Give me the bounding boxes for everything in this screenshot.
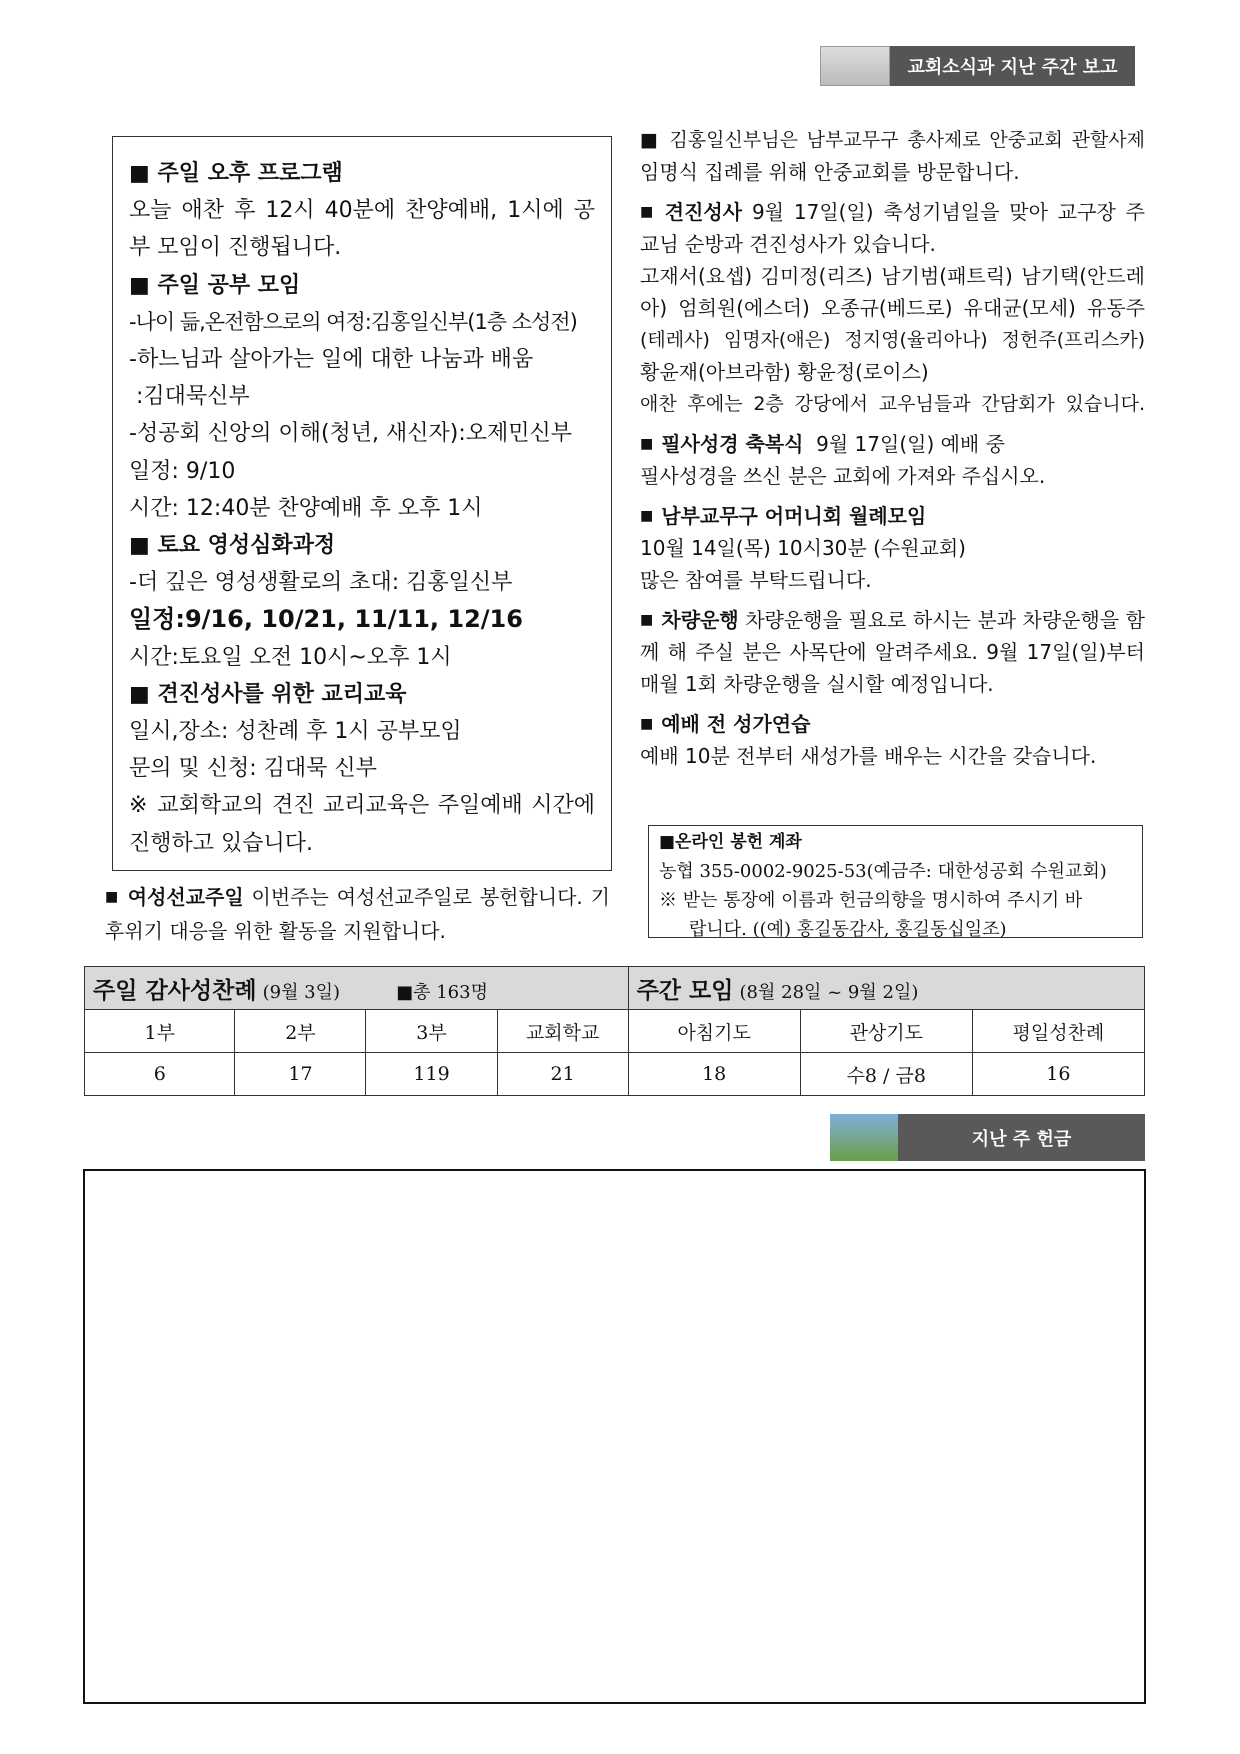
line: 일정:9/16, 10/21, 11/11, 12/16 <box>129 605 523 634</box>
weekly-header <box>628 967 1144 1010</box>
sunday-header <box>85 967 629 1010</box>
line: 황윤재(아브라함) 황윤정(로이스) <box>640 360 929 384</box>
account-number: 농협 355-0002-9025-53(예금주: 대한성공회 수원교회) <box>659 861 1107 882</box>
table-header-cell: 2부 <box>235 1010 366 1053</box>
account-note: 랍니다. ((예) 홍길동감사, 홍길동십일조) <box>689 919 1007 940</box>
line: 일시,장소: 성찬례 후 1시 공부모임 <box>129 719 462 745</box>
line: ※ 교회학교의 견진 교리교육은 주일예배 시간에 <box>129 793 595 819</box>
bullet: ■ <box>640 716 654 732</box>
line: ■ 김홍일신부님은 남부교무구 총사제로 안중교회 관할사제 <box>640 129 1145 151</box>
womens-mission-note <box>105 880 610 948</box>
table-header-cell: 관상기도 <box>800 1010 972 1053</box>
sunday-total: ■총 163명 <box>396 981 488 1003</box>
line: ■ 견진성사를 위한 교리교육 <box>129 681 407 707</box>
line: 문의 및 신청: 김대묵 신부 <box>129 756 377 782</box>
table-cell: 21 <box>497 1053 628 1096</box>
line: 부 모임이 진행됩니다. <box>129 235 342 261</box>
bullet: ■ <box>640 436 654 452</box>
section-title: 차량운행 <box>661 608 739 632</box>
table-cell: 18 <box>628 1053 800 1096</box>
church-building-icon <box>820 46 890 86</box>
table-cell: 16 <box>972 1053 1144 1096</box>
page-title: 교회소식과 지난 주간 보고 <box>890 46 1135 86</box>
table-row <box>85 1010 1145 1053</box>
line: 진행하고 있습니다. <box>129 830 314 856</box>
note-text: 후위기 대응을 위한 활동을 지원합니다. <box>105 919 446 943</box>
line: 시간:토요일 오전 10시~오후 1시 <box>129 644 452 670</box>
section-title: 필사성경 축복식 <box>661 432 804 456</box>
table-header-cell: 평일성찬례 <box>972 1010 1144 1053</box>
section-title: 남부교무구 어머니회 월례모임 <box>661 504 927 528</box>
bullet: ■ <box>640 204 657 220</box>
line: -나이 듦,온전함으로의 여정:김홍일신부(1층 소성전) <box>129 309 577 334</box>
line: ■ 토요 영성심화과정 <box>129 533 336 559</box>
news-column <box>640 124 1145 772</box>
line: 필사성경을 쓰신 분은 교회에 가져와 주십시오. <box>640 464 1046 488</box>
table-cell: 119 <box>366 1053 497 1096</box>
table-cell: 17 <box>235 1053 366 1096</box>
line: -성공회 신앙의 이해(청년, 새신자):오제민신부 <box>129 421 573 447</box>
line: 예배 10분 전부터 새성가를 배우는 시간을 갖습니다. <box>640 744 1097 768</box>
line: -더 깊은 영성생활로의 초대: 김홍일신부 <box>129 570 513 596</box>
line: 차량운행을 필요로 하시는 분과 차량운행을 함 <box>738 608 1145 632</box>
table-header-cell: 1부 <box>85 1010 235 1053</box>
line: 일정: 9/10 <box>129 458 236 484</box>
sunday-date: (9월 3일) <box>262 981 341 1003</box>
line: 많은 참여를 부탁드립니다. <box>640 568 872 592</box>
line: 고재서(요셉) 김미정(리즈) 남기범(패트릭) 남기택(안드레 <box>640 264 1145 288</box>
line: (테레사) 임명자(애은) 정지영(율리아나) 정헌주(프리스카) <box>640 329 1145 351</box>
hands-heart-icon <box>830 1114 898 1161</box>
offering-title: 지난 주 헌금 <box>898 1114 1145 1161</box>
bullet: ■ <box>105 889 120 905</box>
line: 임명식 집례를 위해 안중교회를 방문합니다. <box>640 160 1020 184</box>
line: 9월 17일(일) 축성기념일을 맞아 교구장 주 <box>742 200 1145 224</box>
table-cell: 수8 / 금8 <box>800 1053 972 1096</box>
section-title: 견진성사 <box>664 200 743 224</box>
online-offering-account-box <box>648 825 1143 938</box>
account-note: ※ 받는 통장에 이름과 헌금의향을 명시하여 주시기 바 <box>659 890 1083 911</box>
line: :김대묵신부 <box>129 384 250 410</box>
bullet: ■ <box>640 508 654 524</box>
line: 아) 엄희원(에스더) 오종규(베드로) 유대균(모세) 유동주 <box>640 296 1145 320</box>
section-title: 예배 전 성가연습 <box>661 712 811 736</box>
weekly-title: 주간 모임 <box>636 977 734 1004</box>
weekly-date: (8월 28일 ~ 9월 2일) <box>739 981 919 1003</box>
line: 교님 순방과 견진성사가 있습니다. <box>640 232 936 256</box>
table-header-cell: 아침기도 <box>628 1010 800 1053</box>
account-title: ■온라인 봉헌 계좌 <box>659 832 802 852</box>
table-header-cell: 3부 <box>366 1010 497 1053</box>
line: 애찬 후에는 2층 강당에서 교우님들과 간담회가 있습니다. <box>640 393 1145 415</box>
note-title: 여성선교주일 <box>127 885 244 909</box>
line: ■ 주일 공부 모임 <box>129 272 301 298</box>
table-row <box>85 1053 1145 1096</box>
line: 10월 14일(목) 10시30분 (수원교회) <box>640 536 966 560</box>
sunday-title: 주일 감사성찬례 <box>93 977 257 1004</box>
line: 오늘 애찬 후 12시 40분에 찬양예배, 1시에 공 <box>129 198 595 224</box>
line: 9월 17일(일) 예배 중 <box>803 432 1005 456</box>
line: 매월 1회 차량운행을 실시할 예정입니다. <box>640 672 994 696</box>
table-header-cell: 교회학교 <box>497 1010 628 1053</box>
sunday-program-box <box>112 136 612 871</box>
line: 께 해 주실 분은 사목단에 알려주세요. 9월 17일(일)부터 <box>640 640 1145 664</box>
line: 시간: 12:40분 찬양예배 후 오후 1시 <box>129 495 483 521</box>
line: -하느님과 살아가는 일에 대한 나눔과 배움 <box>129 347 534 373</box>
attendance-table <box>84 966 1145 1096</box>
bullet: ■ <box>640 612 654 628</box>
offering-box <box>83 1169 1146 1704</box>
table-cell: 6 <box>85 1053 235 1096</box>
note-text: 이번주는 여성선교주일로 봉헌합니다. 기 <box>243 885 610 909</box>
line: ■ 주일 오후 프로그램 <box>129 161 343 186</box>
